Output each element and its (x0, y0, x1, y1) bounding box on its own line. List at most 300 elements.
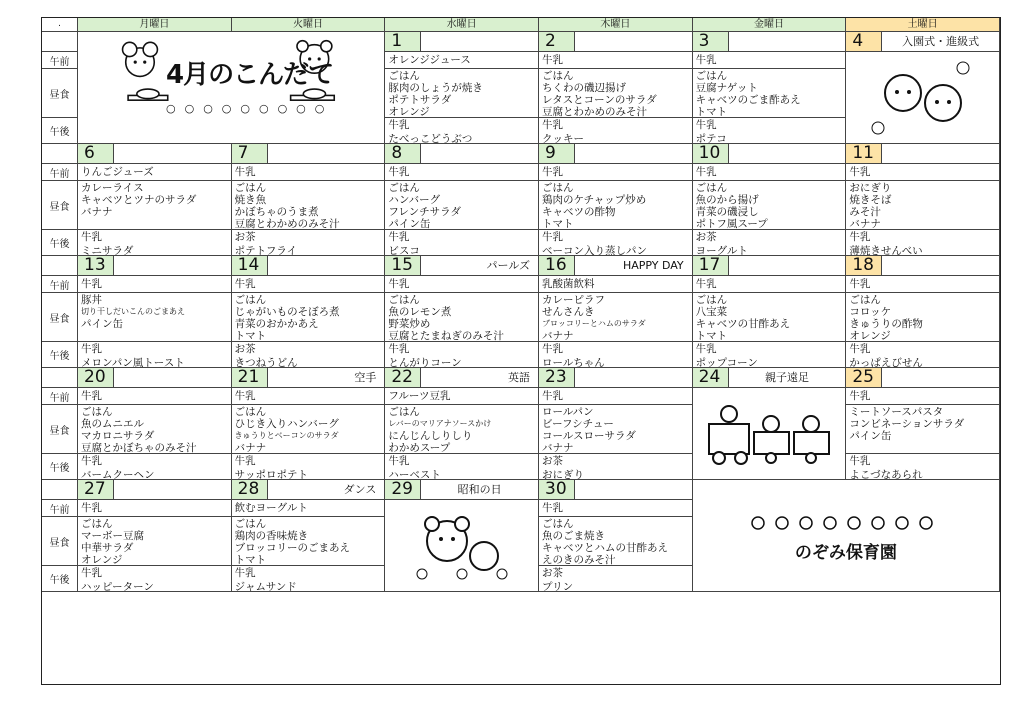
pm-snack (232, 566, 386, 592)
am-snack (539, 500, 693, 517)
day-event (882, 256, 999, 275)
lunch-item: 豆腐ナゲット (695, 82, 758, 94)
lunch-item: ちくわの磯辺揚げ (542, 82, 626, 94)
day-number: 18 (846, 256, 882, 275)
day-number-row (539, 32, 693, 52)
lunch-item: コールスローサラダ (542, 430, 636, 442)
am-snack (232, 164, 386, 181)
menu-calendar-grid (41, 17, 1001, 685)
day-event: ダンス (343, 483, 377, 496)
pm-snack-item: お茶 (695, 231, 717, 243)
lunch-menu (693, 69, 847, 118)
lunch-item: トマト (695, 106, 728, 118)
pm-snack (539, 454, 693, 480)
day-event: HAPPY DAY (622, 259, 684, 272)
day-number: 15 (385, 256, 421, 275)
day-number: 21 (232, 368, 268, 387)
pm-snack (385, 118, 539, 144)
pm-snack-item: 牛乳 (542, 343, 563, 355)
day-number-row (539, 480, 693, 500)
label-am: 午前 (42, 388, 78, 405)
lunch-menu (232, 181, 386, 230)
am-snack (385, 388, 539, 405)
day-number-row (232, 144, 386, 164)
day-number-row (693, 368, 847, 388)
lunch-item: ごはん (81, 518, 113, 530)
pm-snack-item: お茶 (542, 567, 563, 579)
pm-snack-item: 牛乳 (81, 455, 102, 467)
pm-snack (78, 454, 232, 480)
day-number-row (539, 144, 693, 164)
lunch-item: マーボー豆腐 (81, 530, 144, 542)
lunch-item: トマト (695, 330, 728, 342)
day-event (421, 144, 538, 163)
lunch-menu (539, 405, 693, 454)
day-event (729, 32, 846, 51)
am-snack-item: 牛乳 (849, 390, 871, 402)
pm-snack-item: ヨーグルト (695, 245, 748, 256)
pm-snack-item: とんがりコーン (388, 357, 462, 368)
day-number-row (846, 144, 1000, 164)
pm-snack (539, 566, 693, 592)
am-snack (846, 276, 1000, 293)
day-number: 3 (693, 32, 729, 51)
pm-snack (385, 454, 539, 480)
pm-snack-item: サッポロポテト (234, 469, 308, 480)
am-snack-item: フルーツ豆乳 (388, 390, 451, 402)
lunch-item: 魚のから揚げ (695, 194, 759, 206)
weekday-header: 土曜日 (846, 18, 1000, 32)
day-number: 17 (693, 256, 729, 275)
lunch-item: 豆腐とわかめのみそ汁 (234, 218, 340, 230)
pm-snack (78, 566, 232, 592)
lunch-menu (846, 181, 1000, 230)
pm-snack-item: ハーベスト (388, 469, 441, 480)
pm-snack-item: お茶 (542, 455, 563, 467)
pm-snack-item: ポテトフライ (234, 245, 298, 256)
lunch-item: ごはん (388, 182, 420, 194)
lunch-item: カレーライス (81, 182, 144, 194)
pm-snack (539, 342, 693, 368)
am-snack (78, 164, 232, 181)
pm-snack (693, 118, 847, 144)
am-snack (846, 388, 1000, 405)
lunch-menu (385, 405, 539, 454)
day-number-row (385, 144, 539, 164)
day-event (114, 368, 231, 387)
day-number: 22 (385, 368, 421, 387)
lunch-item: ごはん (234, 294, 267, 306)
pm-snack-item: 牛乳 (542, 119, 563, 131)
pm-snack-item: 牛乳 (542, 231, 563, 243)
pm-snack (693, 230, 847, 256)
label-pm: 午後 (42, 230, 78, 256)
day-number-row (78, 368, 232, 388)
pm-snack-item: ポテコ (695, 133, 727, 144)
pm-snack (693, 342, 847, 368)
day-event: 入園式・進級式 (902, 35, 980, 48)
lunch-item: ごはん (542, 70, 574, 82)
am-snack (232, 388, 386, 405)
day-number: 14 (232, 256, 268, 275)
pm-snack-item: かっぱえびせん (849, 357, 923, 368)
lunch-item: 青菜の磯浸し (695, 206, 759, 218)
pm-snack (846, 454, 1000, 480)
pm-snack-item: クッキー (542, 133, 584, 144)
am-snack-item: 牛乳 (234, 390, 256, 402)
am-snack-item: 牛乳 (234, 166, 256, 178)
school-name-block (693, 480, 1000, 592)
day-number: 6 (78, 144, 114, 163)
label-lunch: 昼食 (42, 181, 78, 230)
lunch-item: ビーフシチュー (542, 418, 614, 430)
lunch-item: ごはん (234, 518, 267, 530)
lunch-item: 鶏肉の香味焼き (234, 530, 309, 542)
lunch-menu (846, 293, 1000, 342)
lunch-item: レタスとコーンのサラダ (542, 94, 657, 106)
am-snack-item: 牛乳 (542, 502, 563, 514)
lunch-item: バナナ (542, 442, 574, 454)
day-number: 23 (539, 368, 575, 387)
lunch-item: ごはん (388, 70, 420, 82)
pm-snack (846, 230, 1000, 256)
am-snack-item: 牛乳 (388, 278, 410, 290)
day-event (268, 144, 385, 163)
label-am: 午前 (42, 276, 78, 293)
lunch-item: きゅうりの酢物 (849, 318, 923, 330)
lunch-menu (693, 181, 847, 230)
lunch-menu (539, 517, 693, 566)
school-name: のぞみ保育園 (794, 543, 897, 563)
am-snack (385, 164, 539, 181)
flower-chain-illustration (746, 508, 946, 538)
lunch-item: コロッケ (849, 306, 892, 318)
day-number: 20 (78, 368, 114, 387)
am-snack-item: 牛乳 (695, 166, 717, 178)
lunch-item: おにぎり (849, 182, 892, 194)
am-snack-item: 牛乳 (695, 278, 717, 290)
label-am: 午前 (42, 52, 78, 69)
pm-snack-item: 牛乳 (234, 455, 256, 467)
day-number-row (232, 256, 386, 276)
lunch-item: ごはん (388, 294, 420, 306)
lunch-item: パイン缶 (849, 430, 892, 442)
pm-snack-item: 牛乳 (849, 455, 871, 467)
am-snack-item: 牛乳 (695, 54, 717, 66)
pm-snack-item: 牛乳 (388, 455, 410, 467)
day-number: 10 (693, 144, 729, 163)
lunch-item: オレンジ (388, 106, 430, 118)
pm-snack-item: たべっこどうぶつ (388, 133, 473, 144)
am-snack (693, 276, 847, 293)
day-number: 7 (232, 144, 268, 163)
day-number-row (385, 256, 539, 276)
day-number: 9 (539, 144, 575, 163)
lunch-menu (385, 181, 539, 230)
am-snack (232, 276, 386, 293)
day-number: 8 (385, 144, 421, 163)
lunch-item: にんじんしりしり (388, 430, 473, 442)
day-number-row (78, 256, 232, 276)
lunch-item: ごはん (542, 518, 574, 530)
pm-snack-item: おにぎり (542, 469, 584, 480)
pm-snack-item: お茶 (234, 231, 256, 243)
day-number-row (78, 144, 232, 164)
illustration-cell (846, 52, 1000, 144)
pm-snack-item: バームクーヘン (81, 469, 155, 480)
lunch-item: じゃがいものそぼろ煮 (234, 306, 340, 318)
train-animals-illustration (699, 394, 839, 474)
lunch-item: トマト (234, 330, 267, 342)
lunch-menu (846, 405, 1000, 454)
dots-decoration: ○○○○○○○○○ (166, 102, 334, 115)
pm-snack-item: ポップコーン (695, 357, 758, 368)
lunch-item: 魚のごま焼き (542, 530, 605, 542)
am-snack (232, 500, 386, 517)
day-event (575, 368, 692, 387)
lunch-item: ひじき入りハンバーグ (234, 418, 339, 430)
lunch-item: パイン缶 (388, 218, 431, 230)
pm-snack-item: メロンパン風トースト (81, 357, 185, 368)
lunch-menu (385, 69, 539, 118)
lunch-item: オレンジ (849, 330, 891, 342)
pm-snack (232, 230, 386, 256)
am-snack-item: 牛乳 (388, 166, 410, 178)
lunch-item: マカロニサラダ (81, 430, 155, 442)
day-number-row (846, 256, 1000, 276)
pm-snack-item: お茶 (234, 343, 256, 355)
lunch-item: ポテトサラダ (388, 94, 452, 106)
lunch-item: キャベツの酢物 (542, 206, 616, 218)
lunch-item: バナナ (81, 206, 113, 218)
day-number-row (693, 256, 847, 276)
pm-snack (539, 230, 693, 256)
day-number: 16 (539, 256, 575, 275)
pm-snack-item: 牛乳 (695, 119, 717, 131)
pm-snack (232, 342, 386, 368)
am-snack-item: 牛乳 (542, 166, 563, 178)
pm-snack-item: 牛乳 (234, 567, 256, 579)
day-event (729, 256, 846, 275)
day-number-row (846, 32, 1000, 52)
day-number: 29 (385, 480, 421, 499)
children-sakura-illustration (863, 52, 983, 144)
am-snack (539, 52, 693, 69)
lunch-item: パイン缶 (81, 318, 123, 330)
label-am: 午前 (42, 164, 78, 181)
day-number-row (693, 144, 847, 164)
pm-snack-item: ロールちゃん (542, 357, 605, 368)
day-number: 30 (539, 480, 575, 499)
am-snack (78, 500, 232, 517)
label-pm: 午後 (42, 342, 78, 368)
lunch-item: ポトフ風スープ (695, 218, 768, 230)
lunch-item: 野菜炒め (388, 318, 431, 330)
pm-snack (385, 342, 539, 368)
lunch-item: ブロッコリーのごまあえ (234, 542, 350, 554)
lunch-menu (232, 517, 386, 566)
am-snack-item: 牛乳 (849, 166, 871, 178)
weekday-header: 月曜日 (78, 18, 232, 32)
lunch-item: わかめスープ (388, 442, 451, 454)
lunch-item: ミートソースパスタ (849, 406, 944, 418)
lunch-item: キャベツのごま酢あえ (695, 94, 801, 106)
label-am: 午前 (42, 500, 78, 517)
lunch-menu (539, 69, 693, 118)
lunch-menu (539, 181, 693, 230)
lunch-item: 豚肉のしょうが焼き (388, 82, 483, 94)
day-event: パールズ (486, 259, 530, 272)
lunch-item: 焼きそば (849, 194, 892, 206)
lunch-item: レバーのマリアナソースかけ (388, 419, 492, 428)
label-spacer (42, 144, 78, 164)
day-event (882, 368, 999, 387)
lunch-item: せんさんき (542, 306, 595, 318)
lunch-item: ロールパン (542, 406, 594, 418)
lunch-item: 焼き魚 (234, 194, 267, 206)
pm-snack-item: 薄焼きせんべい (849, 245, 923, 256)
day-number-row (232, 480, 386, 500)
day-number-row (232, 368, 386, 388)
lunch-item: みそ汁 (849, 206, 881, 218)
pm-snack-item: 牛乳 (388, 119, 410, 131)
lunch-menu (78, 181, 232, 230)
corner-cell: . (42, 18, 78, 32)
label-spacer (42, 368, 78, 388)
illustration-cell (693, 388, 847, 480)
lunch-item: 魚のレモン煮 (388, 306, 452, 318)
day-number: 11 (846, 144, 882, 163)
lunch-item: オレンジ (81, 554, 123, 566)
am-snack-item: 飲むヨーグルト (234, 502, 308, 514)
day-number: 25 (846, 368, 882, 387)
weekday-header: 火曜日 (232, 18, 386, 32)
day-number-row (385, 32, 539, 52)
day-number: 1 (385, 32, 421, 51)
pm-snack (78, 342, 232, 368)
lunch-item: えのきのみそ汁 (542, 554, 616, 566)
lunch-item: バナナ (234, 442, 267, 454)
pm-snack-item: 牛乳 (849, 231, 871, 243)
day-event (421, 32, 538, 51)
pm-snack-item: きつねうどん (234, 357, 298, 368)
lunch-menu (232, 293, 386, 342)
lunch-item: 青菜のおかかあえ (234, 318, 319, 330)
day-number: 28 (232, 480, 268, 499)
am-snack (385, 276, 539, 293)
am-snack-item: りんごジューズ (81, 166, 154, 178)
am-snack (539, 276, 693, 293)
label-spacer (42, 32, 78, 52)
lunch-menu (78, 517, 232, 566)
day-event (114, 256, 231, 275)
lunch-item: ごはん (849, 294, 881, 306)
label-lunch: 昼食 (42, 517, 78, 566)
label-lunch: 昼食 (42, 69, 78, 118)
lunch-item: 魚のムニエル (81, 418, 144, 430)
pm-snack-item: ジャムサンド (234, 581, 297, 592)
label-spacer (42, 480, 78, 500)
pm-snack-item: 牛乳 (388, 231, 410, 243)
pm-snack-item: ベーコン入り蒸しパン (542, 245, 647, 256)
pm-snack (846, 342, 1000, 368)
pm-snack-item: ビスコ (388, 245, 420, 256)
menu-title: 4月のこんだて (166, 60, 334, 90)
day-number: 2 (539, 32, 575, 51)
lunch-item: 八宝菜 (695, 306, 728, 318)
lunch-item: ごはん (542, 182, 574, 194)
pm-snack-item: 牛乳 (695, 343, 717, 355)
am-snack (78, 276, 232, 293)
lunch-item: ごはん (81, 406, 113, 418)
am-snack-item: 牛乳 (234, 278, 256, 290)
pm-snack (78, 230, 232, 256)
pm-snack-item: よこづなあられ (849, 469, 923, 480)
lunch-item: 切り干しだいこんのごまあえ (81, 307, 185, 316)
lunch-item: ブロッコリーとハムのサラダ (542, 319, 646, 328)
label-lunch: 昼食 (42, 405, 78, 454)
day-event (729, 144, 846, 163)
am-snack-item: オレンジジュース (388, 54, 471, 66)
lunch-item: トマト (234, 554, 267, 566)
label-pm: 午後 (42, 118, 78, 144)
day-event: 英語 (508, 371, 530, 384)
day-event (575, 480, 692, 499)
lunch-item: ごはん (695, 182, 728, 194)
day-event (268, 256, 385, 275)
lunch-menu (232, 405, 386, 454)
lunch-item: 鶏肉のケチャップ炒め (542, 194, 647, 206)
day-event (114, 144, 231, 163)
day-number: 24 (693, 368, 729, 387)
lunch-item: トマト (542, 218, 574, 230)
am-snack-item: 牛乳 (81, 278, 102, 290)
lunch-item: ごはん (695, 70, 728, 82)
lunch-menu (78, 293, 232, 342)
lunch-item: ごはん (388, 406, 420, 418)
pm-snack-item: 牛乳 (388, 343, 410, 355)
day-number: 27 (78, 480, 114, 499)
day-event (882, 144, 999, 163)
lunch-item: フレンチサラダ (388, 206, 462, 218)
lunch-item: 豚丼 (81, 294, 102, 306)
pm-snack-item: 牛乳 (81, 567, 102, 579)
label-pm: 午後 (42, 454, 78, 480)
pm-snack-item: 牛乳 (81, 231, 102, 243)
am-snack-item: 乳酸菌飲料 (542, 278, 595, 290)
day-number-row (539, 256, 693, 276)
day-event: 昭和の日 (457, 483, 502, 496)
pm-snack-item: 牛乳 (81, 343, 102, 355)
lunch-item: 豆腐とかぼちゃのみそ汁 (81, 442, 197, 454)
weekday-header: 木曜日 (539, 18, 693, 32)
am-snack-item: 牛乳 (81, 390, 102, 402)
pm-snack (385, 230, 539, 256)
am-snack (693, 52, 847, 69)
am-snack-item: 牛乳 (542, 390, 563, 402)
day-event (114, 480, 231, 499)
lunch-item: きゅうりとベーコンのサラダ (234, 431, 339, 440)
label-spacer (42, 256, 78, 276)
day-number-row (385, 480, 539, 500)
lunch-item: ごはん (234, 406, 267, 418)
lunch-item: バナナ (542, 330, 574, 342)
lunch-item: ハンバーグ (388, 194, 441, 206)
pm-snack-item: ハッピーターン (81, 581, 154, 592)
lunch-item: かぼちゃのうま煮 (234, 206, 319, 218)
title-block (78, 32, 385, 144)
day-event: 親子遠足 (764, 371, 809, 384)
